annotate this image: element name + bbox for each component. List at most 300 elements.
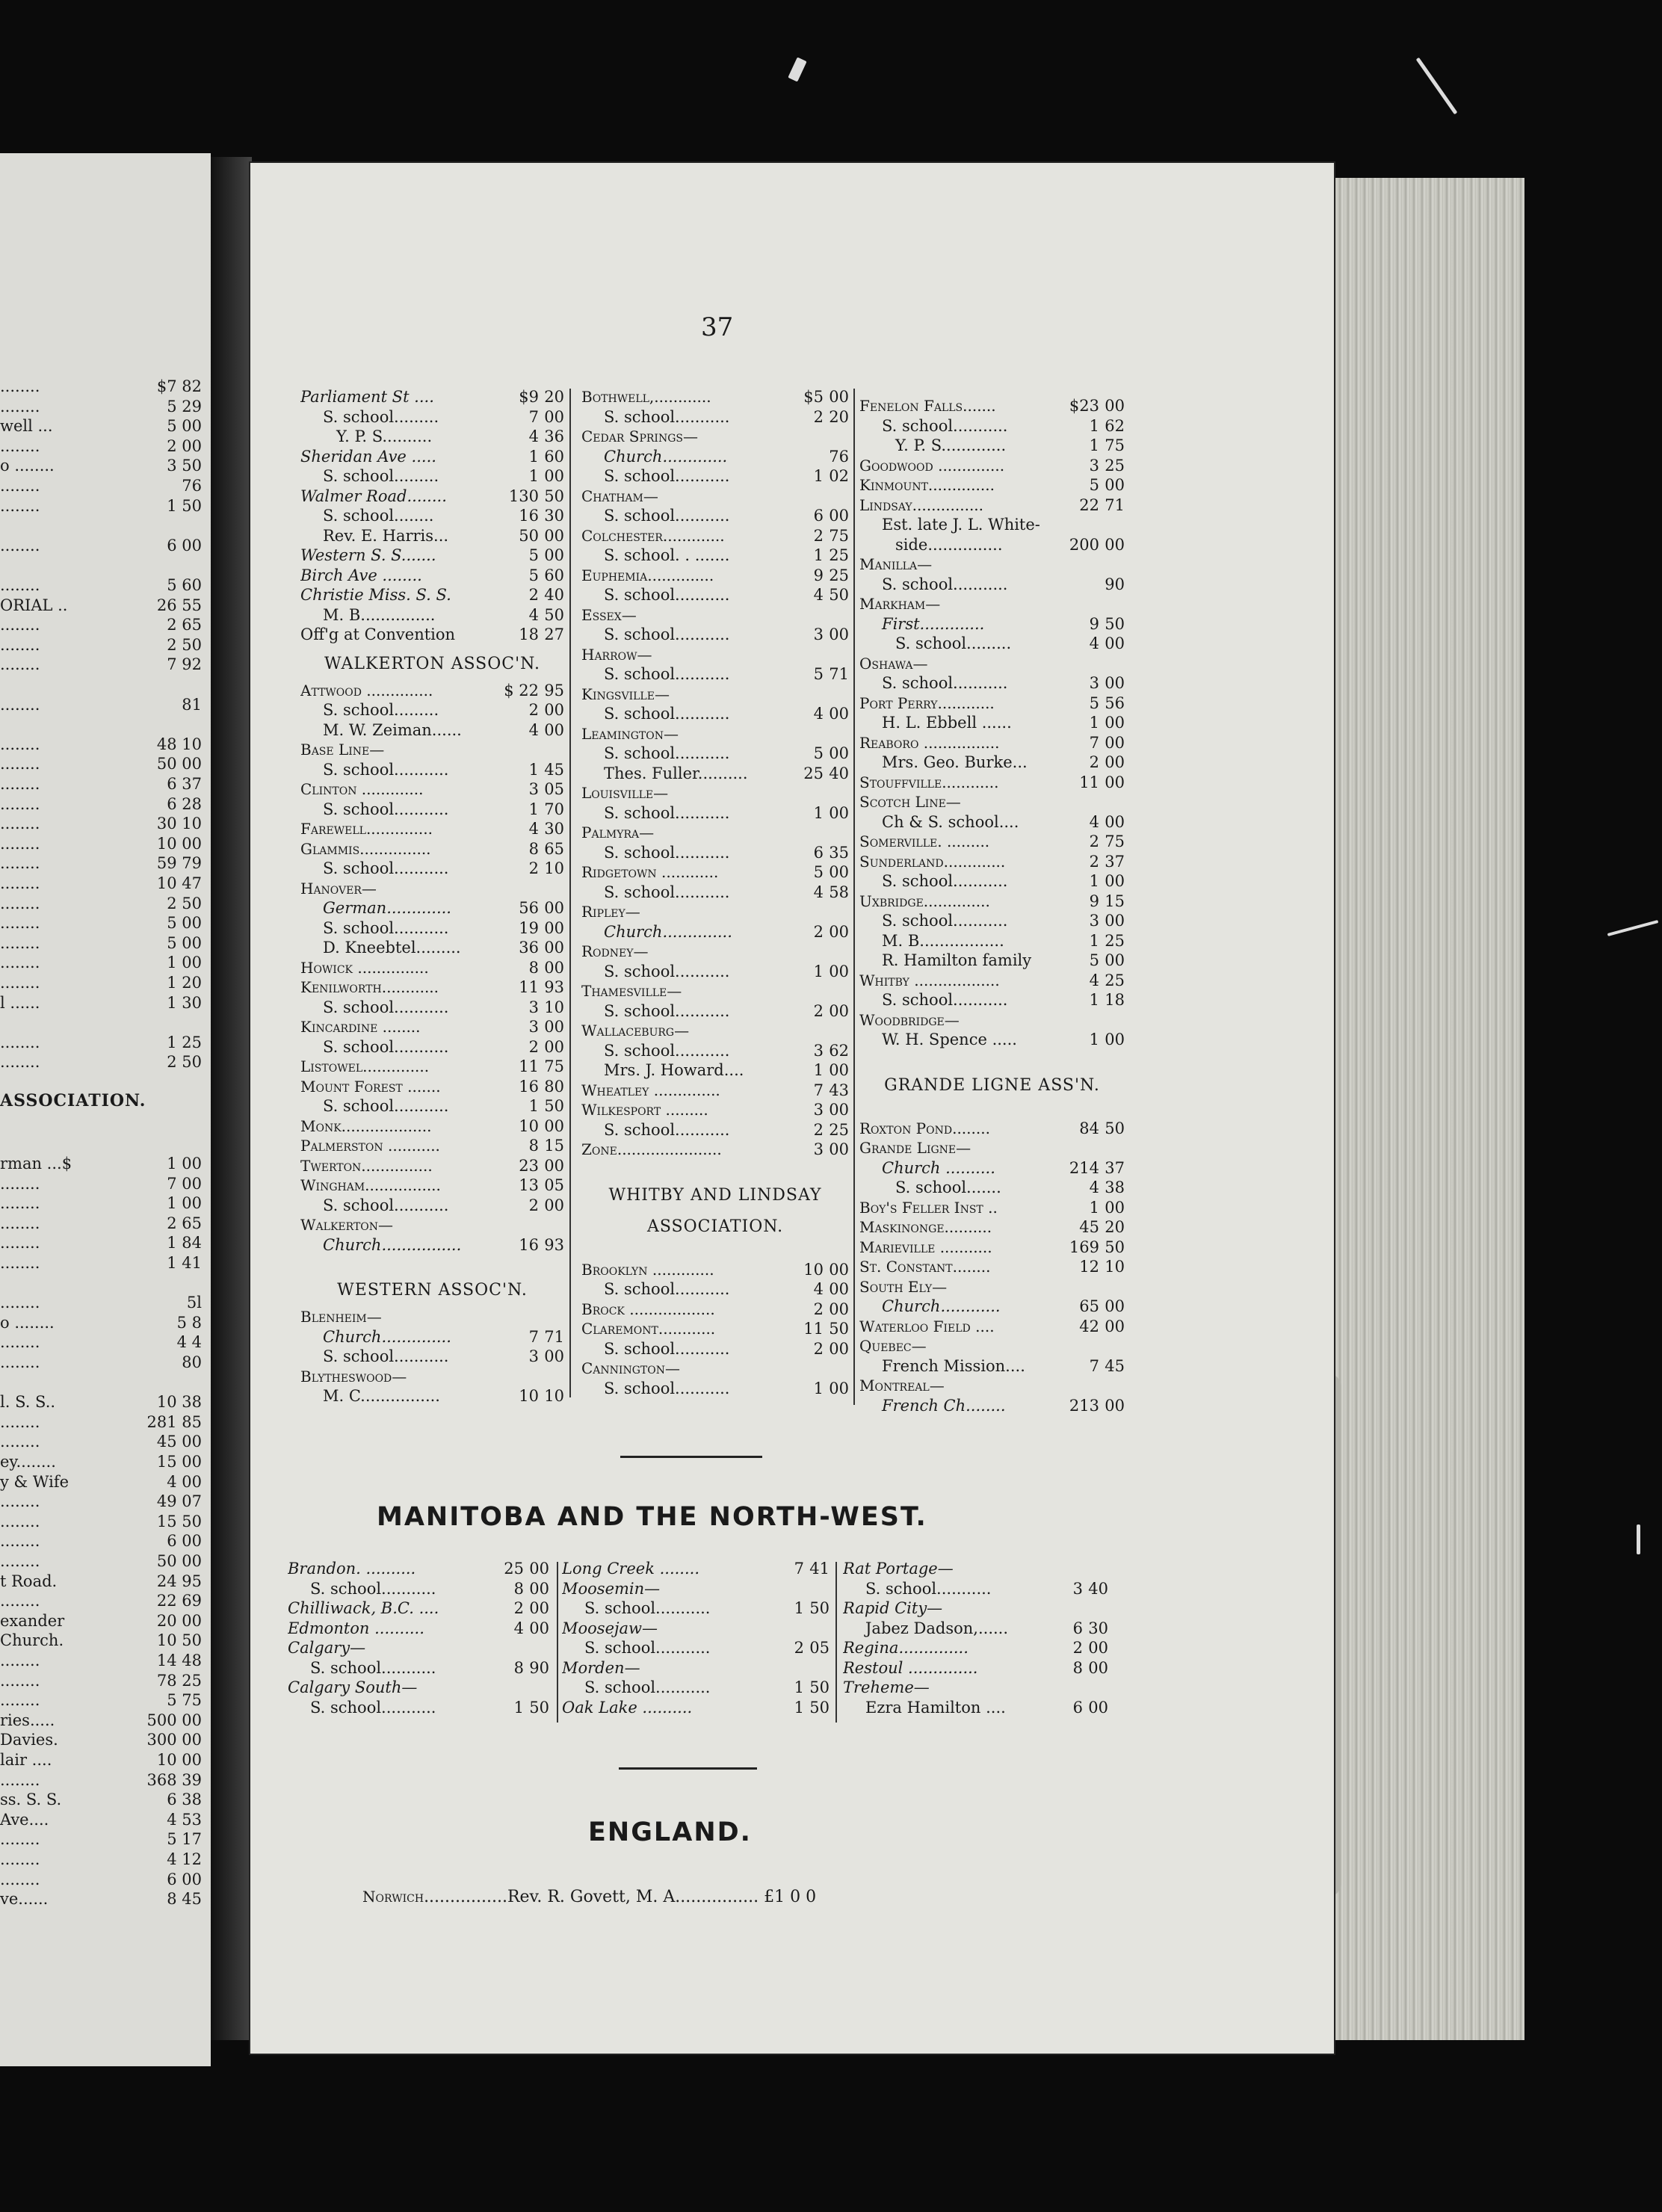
amount-cents: 00: [829, 1001, 849, 1020]
left-entry-amount: 10 00: [156, 834, 202, 853]
entry-amount: [495, 466, 564, 486]
entry-label: Mrs. J. Howard....: [604, 1061, 744, 1079]
left-page-entry: [0, 1631, 202, 1651]
entry-amount: [495, 1077, 564, 1097]
entry-amount: [780, 526, 849, 546]
amount-cents: 76: [829, 447, 849, 466]
left-page-entry: [0, 1453, 202, 1472]
left-page-entry: [0, 696, 202, 715]
contribution-entry: [300, 1037, 564, 1057]
entry-amount: [1039, 1619, 1108, 1639]
amount-cents: 62: [829, 1041, 849, 1060]
contribution-entry: [859, 1238, 1125, 1258]
entry-label: Ezra Hamilton ....: [865, 1698, 1006, 1717]
contribution-entry: [300, 977, 564, 998]
entry-amount: [495, 546, 564, 566]
amount-dollars: 1: [1089, 872, 1099, 890]
contribution-entry: [581, 486, 849, 507]
left-page-entry: [0, 1274, 202, 1294]
entry-label: Boy's Feller Inst ..: [859, 1198, 998, 1217]
left-page-entry: [0, 655, 202, 675]
entry-label: Marieville ...........: [859, 1238, 992, 1256]
amount-dollars: 2: [1089, 852, 1099, 871]
amount-dollars: 4: [1089, 971, 1099, 989]
contribution-entry: [581, 1379, 849, 1399]
association-heading: GRANDE LIGNE ASS'N.: [884, 1075, 1100, 1095]
contribution-entry: [843, 1579, 1108, 1599]
amount-dollars: 8: [528, 958, 539, 977]
entry-label: Grande Ligne—: [859, 1139, 971, 1157]
amount-dollars: 130: [508, 486, 539, 505]
contribution-entry: [859, 515, 1125, 535]
entry-label: S. school...........: [323, 1347, 449, 1365]
amount-cents: 00: [1105, 714, 1125, 732]
left-entry-amount: 24 95: [156, 1572, 202, 1590]
entry-label: W. H. Spence .....: [882, 1031, 1017, 1048]
entry-label: Essex—: [581, 605, 637, 624]
amount-cents: 37: [1105, 852, 1125, 871]
contribution-entry: [300, 1347, 564, 1367]
amount-cents: 93: [544, 1235, 564, 1254]
contribution-entry: [859, 1030, 1125, 1050]
contribution-entry: [859, 416, 1125, 436]
contribution-entry: [859, 535, 1125, 555]
contribution-entry: [562, 1579, 830, 1599]
contribution-entry: [300, 879, 564, 899]
entry-amount: [495, 387, 564, 407]
amount-cents: 36: [544, 427, 564, 445]
contribution-entry: [859, 456, 1125, 476]
contribution-entry: [300, 1057, 564, 1077]
entry-amount: [495, 859, 564, 879]
contribution-entry: [300, 566, 564, 586]
amount-dollars: $9: [519, 388, 539, 406]
entry-label: Kinmount..............: [859, 476, 995, 494]
left-page-entry: [0, 596, 202, 616]
amount-cents: 40: [544, 586, 564, 604]
left-entry-amount: 5l: [186, 1294, 202, 1312]
entry-amount: [1056, 1119, 1125, 1139]
contribution-entry: [288, 1598, 549, 1619]
entry-label: Treheme—: [843, 1678, 930, 1696]
amount-dollars: 7: [528, 407, 539, 426]
contribution-entry: [843, 1698, 1108, 1718]
amount-dollars: 3: [813, 625, 824, 643]
left-entry-label: ........: [0, 1234, 40, 1252]
entry-label: Waterloo Field ....: [859, 1317, 995, 1335]
entry-amount: [1039, 1598, 1108, 1619]
amount-cents: 00: [1105, 674, 1125, 692]
contribution-entry: [859, 614, 1125, 634]
amount-cents: 45: [544, 760, 564, 779]
left-entry-label: ........: [0, 1691, 40, 1710]
amount-dollars: 56: [519, 899, 539, 917]
left-page-entry: [0, 477, 202, 496]
entry-amount: [1056, 673, 1125, 693]
entry-label: Clinton .............: [300, 780, 424, 798]
entry-label: Walmer Road........: [300, 486, 447, 505]
amount-cents: 00: [1105, 912, 1125, 930]
amount-cents: 15: [544, 1137, 564, 1155]
left-page-entry: [0, 1175, 202, 1194]
entry-amount: [1056, 515, 1125, 535]
entry-label: Mount Forest .......: [300, 1077, 441, 1096]
left-entry-label: ........: [0, 933, 40, 952]
page-edges: [1312, 178, 1524, 2040]
amount-dollars: 7: [813, 1081, 824, 1099]
entry-amount: [495, 898, 564, 918]
entry-label: Walkerton—: [300, 1216, 394, 1234]
amount-dollars: 9: [1089, 614, 1099, 633]
left-entry-amount: 48 10: [156, 735, 202, 753]
contribution-entry: [581, 1120, 849, 1140]
entry-amount: [780, 843, 849, 863]
contribution-entry: [581, 466, 849, 486]
amount-cents: 71: [1105, 495, 1125, 514]
contribution-entry: [581, 407, 849, 427]
left-page-entry: [0, 874, 202, 894]
amount-cents: 00: [529, 1619, 549, 1637]
left-entry-amount: 45 00: [156, 1433, 202, 1451]
contribution-entry: [859, 1297, 1125, 1317]
amount-dollars: 4: [1089, 634, 1099, 652]
entry-label: Wilkesport .........: [581, 1101, 708, 1119]
entry-amount: [780, 685, 849, 705]
amount-cents: 00: [829, 1339, 849, 1358]
left-entry-label: ........: [0, 954, 40, 972]
left-entry-amount: 14 48: [156, 1652, 202, 1669]
entry-label: Colchester.............: [581, 526, 725, 545]
entry-amount: [1056, 990, 1125, 1010]
amount-cents: 25: [829, 1120, 849, 1139]
amount-cents: 02: [829, 467, 849, 485]
amount-cents: 00: [529, 1560, 549, 1578]
contribution-entry: [581, 981, 849, 1001]
entry-amount: [780, 942, 849, 962]
entry-amount: [481, 1559, 549, 1579]
contribution-entry: [581, 1319, 849, 1339]
left-entry-label: ........: [0, 775, 40, 793]
entry-amount: [780, 862, 849, 883]
left-page-entry: [0, 735, 202, 755]
left-entry-amount: 10 00: [156, 1751, 202, 1769]
entry-amount: [495, 918, 564, 939]
entry-label: Blytheswood—: [300, 1367, 407, 1385]
contribution-entry: [300, 407, 564, 427]
amount-cents: 00: [1105, 733, 1125, 752]
dot-leader: ................: [424, 1888, 507, 1906]
contribution-entry: [859, 951, 1125, 971]
entry-amount: [780, 427, 849, 447]
entry-label: Blenheim—: [300, 1308, 382, 1326]
entry-label: S. school...........: [584, 1639, 711, 1657]
entry-label: Rapid City—: [843, 1599, 943, 1617]
left-entry-amount: 5 17: [167, 1830, 202, 1849]
entry-label: S. school.........: [323, 467, 439, 485]
left-page-entry: [0, 1791, 202, 1810]
contribution-entry: [300, 486, 564, 507]
amount-dollars: 4: [528, 605, 539, 624]
left-page-entry: [0, 1433, 202, 1452]
left-entry-label: ........: [0, 815, 40, 833]
entry-label: Oak Lake ..........: [562, 1698, 693, 1717]
left-page-entry: [0, 974, 202, 993]
left-entry-label: ........: [0, 536, 40, 554]
entry-label: Palmyra—: [581, 824, 655, 841]
contribution-entry: [581, 546, 849, 566]
entry-amount: [495, 427, 564, 447]
entry-label: Church ..........: [882, 1158, 995, 1177]
entry-amount: [1056, 1238, 1125, 1258]
entry-label: S. school...........: [323, 998, 449, 1016]
entry-amount: [780, 1100, 849, 1120]
entry-amount: [1056, 1030, 1125, 1050]
entry-amount: [1056, 713, 1125, 733]
amount-cents: 20: [544, 388, 564, 406]
left-entry-amount: 1 00: [167, 954, 202, 972]
left-page-entry: [0, 1254, 202, 1273]
entry-amount: [780, 1120, 849, 1140]
amount-dollars: 12: [1079, 1258, 1099, 1276]
amount-dollars: 10: [519, 1116, 539, 1135]
entry-amount: [495, 1037, 564, 1057]
contribution-entry: [300, 779, 564, 800]
entry-label: R. Hamilton family: [882, 951, 1032, 969]
left-page-entry: [0, 1612, 202, 1631]
contribution-entry: [288, 1579, 549, 1599]
left-entry-label: o ........: [0, 1313, 55, 1332]
amount-cents: 27: [544, 625, 564, 643]
left-page-entry: [0, 815, 202, 834]
amount-dollars: 1: [528, 467, 539, 485]
left-entry-amount: 6 37: [167, 775, 202, 793]
amount-dollars: 5: [528, 546, 539, 564]
amount-cents: 30: [544, 820, 564, 838]
amount-dollars: 1: [813, 1379, 824, 1397]
left-entry-amount: 1 25: [167, 1033, 202, 1051]
amount-cents: 00: [1105, 1396, 1125, 1415]
contribution-entry: [300, 1017, 564, 1037]
left-page-entry: [0, 676, 202, 695]
entry-label: D. Kneebtel.........: [323, 939, 461, 957]
contribution-entry: [300, 1175, 564, 1196]
amount-dollars: 84: [1079, 1119, 1099, 1137]
amount-dollars: 2: [813, 1339, 824, 1358]
entry-amount: [495, 1215, 564, 1235]
entry-label: Uxbridge..............: [859, 892, 990, 910]
left-entry-amount: 80: [182, 1353, 202, 1371]
amount-dollars: 1: [1089, 416, 1099, 435]
contribution-entry: [859, 713, 1125, 733]
amount-dollars: 8: [1072, 1658, 1083, 1677]
contribution-entry: [300, 998, 564, 1018]
entry-label: Thamesville—: [581, 982, 682, 1000]
entry-amount: [495, 740, 564, 760]
left-entry-label: ve......: [0, 1890, 49, 1909]
entry-label: Listowel..............: [300, 1057, 430, 1075]
amount-cents: 00: [544, 1037, 564, 1056]
contribution-entry: [288, 1559, 549, 1579]
entry-amount: [481, 1678, 549, 1698]
contribution-entry: [859, 852, 1125, 872]
left-entry-amount: 22 69: [156, 1592, 202, 1610]
left-entry-amount: 26 55: [156, 596, 202, 614]
left-entry-amount: 368 39: [146, 1770, 202, 1789]
amount-dollars: 50: [519, 526, 539, 545]
left-page-entry: [0, 1413, 202, 1433]
entry-label: Markham—: [859, 595, 941, 613]
entry-label: Brooklyn .............: [581, 1260, 714, 1279]
contribution-entry: [859, 1010, 1125, 1031]
amount-dollars: 2: [528, 859, 539, 877]
contribution-entry: [581, 1260, 849, 1280]
amount-cents: 05: [544, 780, 564, 798]
left-entry-label: ........: [0, 635, 40, 654]
entry-amount: [495, 1235, 564, 1255]
entry-label: South Ely—: [859, 1277, 948, 1296]
left-entry-amount: 281 85: [146, 1412, 202, 1431]
amount-dollars: 200: [1069, 535, 1099, 554]
left-page-entry: [0, 775, 202, 794]
entry-amount: [1056, 1356, 1125, 1377]
amount-dollars: 5: [813, 744, 824, 762]
entry-amount: [1056, 871, 1125, 892]
entry-label: S. school...........: [604, 1041, 730, 1060]
amount-cents: 00: [829, 705, 849, 723]
amount-dollars: 7: [1089, 733, 1099, 752]
entry-label: Twerton...............: [300, 1156, 433, 1175]
amount-cents: 20: [1105, 1218, 1125, 1236]
amount-cents: 00: [544, 918, 564, 937]
amount-dollars: 2: [813, 1120, 824, 1139]
entry-label: First.............: [882, 614, 985, 633]
amount-cents: 00: [544, 1156, 564, 1175]
entry-amount: [780, 664, 849, 685]
amount-cents: 00: [1105, 951, 1125, 969]
amount-dollars: 11: [519, 1057, 539, 1075]
left-entry-label: ........: [0, 1353, 40, 1371]
entry-amount: [761, 1698, 830, 1718]
left-entry-label: ........: [0, 695, 40, 714]
entry-amount: [495, 681, 564, 701]
amount-dollars: 3: [1089, 456, 1099, 475]
entry-label: S. school...........: [882, 416, 1008, 435]
entry-label: S. school...........: [604, 1120, 730, 1139]
entry-amount: [1056, 614, 1125, 634]
contribution-entry: [300, 1096, 564, 1116]
entry-label: Monk...................: [300, 1116, 432, 1135]
amount-dollars: 2: [813, 922, 824, 941]
amount-dollars: 13: [519, 1176, 539, 1194]
entry-amount: [1056, 594, 1125, 614]
left-page-entry: [0, 934, 202, 954]
left-entry-label: ........: [0, 576, 40, 594]
entry-amount: [495, 526, 564, 546]
entry-label: Leamington—: [581, 724, 679, 743]
left-page-entry: [0, 1214, 202, 1234]
left-page-entry: [0, 1890, 202, 1909]
entry-label: Chilliwack, B.C. ....: [288, 1599, 439, 1617]
entry-label: Wallaceburg—: [581, 1022, 690, 1039]
entry-amount: [780, 387, 849, 407]
contribution-entry: [859, 892, 1125, 912]
amount-cents: 00: [1105, 535, 1125, 554]
contribution-entry: [859, 832, 1125, 852]
entry-amount: [1056, 693, 1125, 714]
entry-amount: [780, 704, 849, 724]
entry-amount: [780, 922, 849, 942]
left-page-entry: [0, 854, 202, 874]
left-page-entry: [0, 1751, 202, 1770]
amount-cents: 00: [1105, 476, 1125, 494]
entry-amount: [495, 407, 564, 427]
left-entry-amount: 5 60: [167, 576, 202, 594]
dust-speck: [1637, 1524, 1640, 1554]
contribution-entry: [300, 1136, 564, 1156]
amount-cents: 00: [544, 407, 564, 426]
entry-label: S. school...........: [323, 1097, 449, 1115]
amount-dollars: 169: [1069, 1238, 1099, 1256]
entry-label: Morden—: [562, 1658, 640, 1677]
amount-cents: 00: [1105, 872, 1125, 890]
amount-dollars: 4: [528, 820, 539, 838]
entry-amount: [1056, 1257, 1125, 1277]
amount-dollars: 23: [519, 1156, 539, 1175]
entry-amount: [780, 546, 849, 566]
amount-cents: 25: [1105, 931, 1125, 950]
amount-dollars: 3: [528, 780, 539, 798]
amount-dollars: 5: [813, 863, 824, 881]
amount-cents: 00: [544, 1347, 564, 1365]
spacer: [300, 1255, 564, 1271]
contribution-entry: [300, 506, 564, 526]
left-entry-label: rman ...$: [0, 1155, 72, 1173]
entry-label: Mrs. Geo. Burke...: [882, 753, 1028, 771]
entry-amount: [780, 1001, 849, 1022]
entry-label: French Ch........: [882, 1396, 1006, 1415]
amount-dollars: 10: [519, 1387, 539, 1405]
entry-amount: [761, 1619, 830, 1639]
left-entry-label: o ........: [0, 457, 55, 475]
entry-amount: [1056, 1217, 1125, 1238]
entry-label: M. W. Zeiman......: [323, 720, 462, 739]
amount-cents: 25: [1105, 456, 1125, 475]
contribution-entry: [300, 800, 564, 820]
amount-cents: 00: [544, 1018, 564, 1036]
left-entry-label: ss. S. S.: [0, 1791, 62, 1809]
contribution-entry: [843, 1559, 1108, 1579]
left-page-entry: [0, 755, 202, 774]
amount-cents: 00: [1105, 812, 1125, 831]
entry-amount: [780, 466, 849, 486]
amount-cents: 90: [529, 1658, 549, 1677]
contribution-entry: [562, 1619, 830, 1639]
contribution-entry: [581, 1041, 849, 1061]
entry-label: S. school.........: [323, 407, 439, 426]
entry-label: Stouffville............: [859, 773, 999, 791]
left-page-entry: [0, 1513, 202, 1532]
entry-label: Thes. Fuller..........: [604, 764, 748, 782]
amount-dollars: 213: [1069, 1396, 1099, 1415]
contribution-entry: [581, 1339, 849, 1359]
entry-amount: [495, 566, 564, 586]
section-rule: [620, 1456, 762, 1458]
contribution-entry: [562, 1598, 830, 1619]
left-entry-label: ........: [0, 1532, 40, 1551]
left-entry-label: y & Wife: [0, 1472, 69, 1491]
amount-cents: 10: [544, 859, 564, 877]
amount-dollars: 1: [794, 1678, 804, 1696]
